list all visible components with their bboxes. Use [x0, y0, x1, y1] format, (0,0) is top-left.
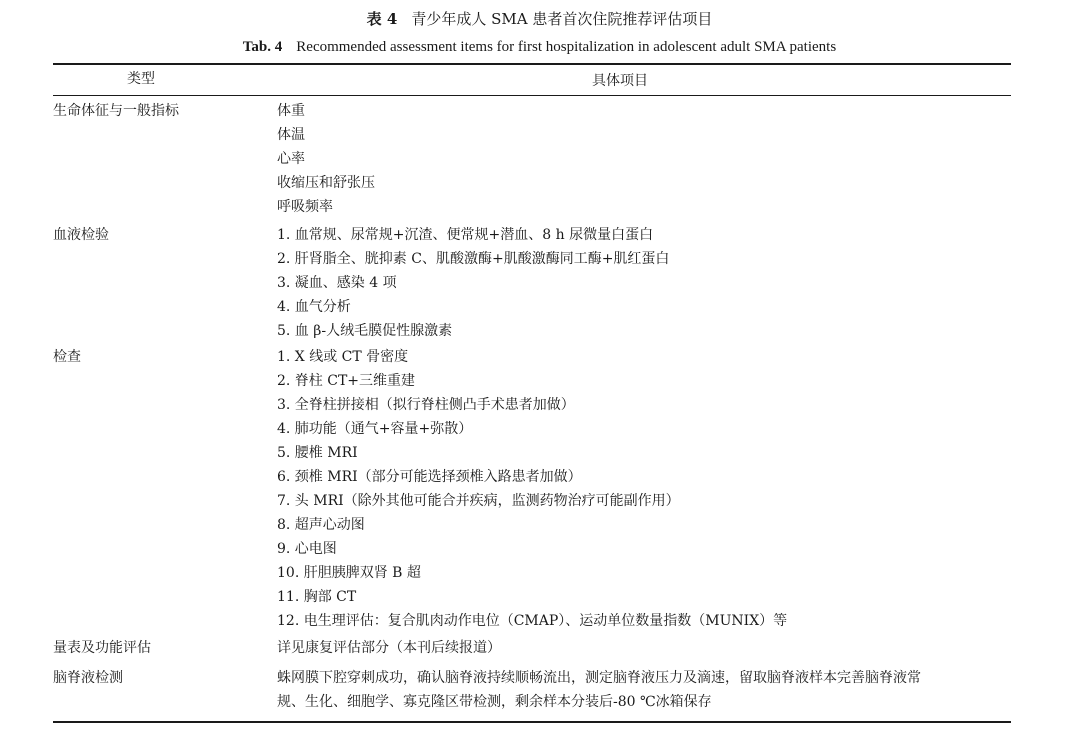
column-header-items: 具体项目 — [592, 73, 648, 89]
list-item: 心率 — [277, 151, 305, 167]
list-item: 9. 心电图 — [277, 541, 337, 557]
row-items — [277, 223, 977, 343]
list-item: 5. 血 β-人绒毛膜促性腺激素 — [277, 323, 453, 339]
table-caption-en: Recommended assessment items for first hospitalization in adolescent adult SMA patients — [296, 39, 837, 55]
list-item: 12. 电生理评估：复合肌肉动作电位（CMAP）、运动单位数量指数（MUNIX）等 — [277, 613, 788, 629]
list-item: 收缩压和舒张压 — [277, 175, 375, 191]
list-item: 2. 脊柱 CT+三维重建 — [277, 373, 416, 389]
list-item: 5. 腰椎 MRI — [277, 445, 358, 461]
list-item: 3. 凝血、感染 4 项 — [277, 275, 397, 291]
row-items — [277, 345, 977, 633]
table-bottom-rule — [53, 721, 1011, 723]
list-item: 规、生化、细胞学、寡克隆区带检测，剩余样本分装后-80 ℃冰箱保存 — [277, 694, 712, 710]
list-item: 8. 超声心动图 — [277, 517, 365, 533]
row-category: 检查 — [53, 349, 81, 365]
row-items — [277, 666, 977, 714]
list-item: 详见康复评估部分（本刊后续报道） — [277, 640, 501, 656]
list-item: 体重 — [277, 103, 305, 119]
table-top-rule — [53, 63, 1011, 65]
row-items — [277, 636, 977, 660]
list-item: 11. 胸部 CT — [277, 589, 357, 605]
list-item: 4. 肺功能（通气+容量+弥散） — [277, 421, 473, 437]
row-category: 脑脊液检测 — [53, 670, 123, 686]
list-item: 10. 肝胆胰脾双肾 B 超 — [277, 565, 421, 581]
list-item: 6. 颈椎 MRI（部分可能选择颈椎入路患者加做） — [277, 469, 582, 485]
row-category: 血液检验 — [53, 227, 109, 243]
list-item: 3. 全脊柱拼接相（拟行脊柱侧凸手术患者加做） — [277, 397, 575, 413]
table-title-en — [0, 36, 1079, 58]
table-title-cn — [0, 8, 1079, 30]
list-item: 1. X 线或 CT 骨密度 — [277, 349, 409, 365]
table-caption-cn: 青少年成人 SMA 患者首次住院推荐评估项目 — [411, 10, 713, 28]
list-item: 7. 头 MRI（除外其他可能合并疾病，监测药物治疗可能副作用） — [277, 493, 680, 509]
list-item: 蛛网膜下腔穿刺成功，确认脑脊液持续顺畅流出，测定脑脊液压力及滴速，留取脑脊液样本完善脑脊液常 — [277, 670, 921, 686]
table-header-rule — [53, 95, 1011, 96]
list-item: 体温 — [277, 127, 305, 143]
list-item: 4. 血气分析 — [277, 299, 351, 315]
list-item: 2. 肝肾脂全、胱抑素 C、肌酸激酶+肌酸激酶同工酶+肌红蛋白 — [277, 251, 670, 267]
row-items — [277, 99, 977, 219]
row-category: 量表及功能评估 — [53, 640, 151, 656]
table-number-en: Tab. 4 — [242, 39, 283, 55]
list-item: 呼吸频率 — [277, 199, 333, 215]
column-header-category: 类型 — [127, 71, 155, 87]
list-item: 1. 血常规、尿常规+沉渣、便常规+潜血、8 h 尿微量白蛋白 — [277, 227, 654, 243]
table-number-cn: 表 4 — [366, 10, 398, 28]
row-category: 生命体征与一般指标 — [53, 103, 179, 119]
